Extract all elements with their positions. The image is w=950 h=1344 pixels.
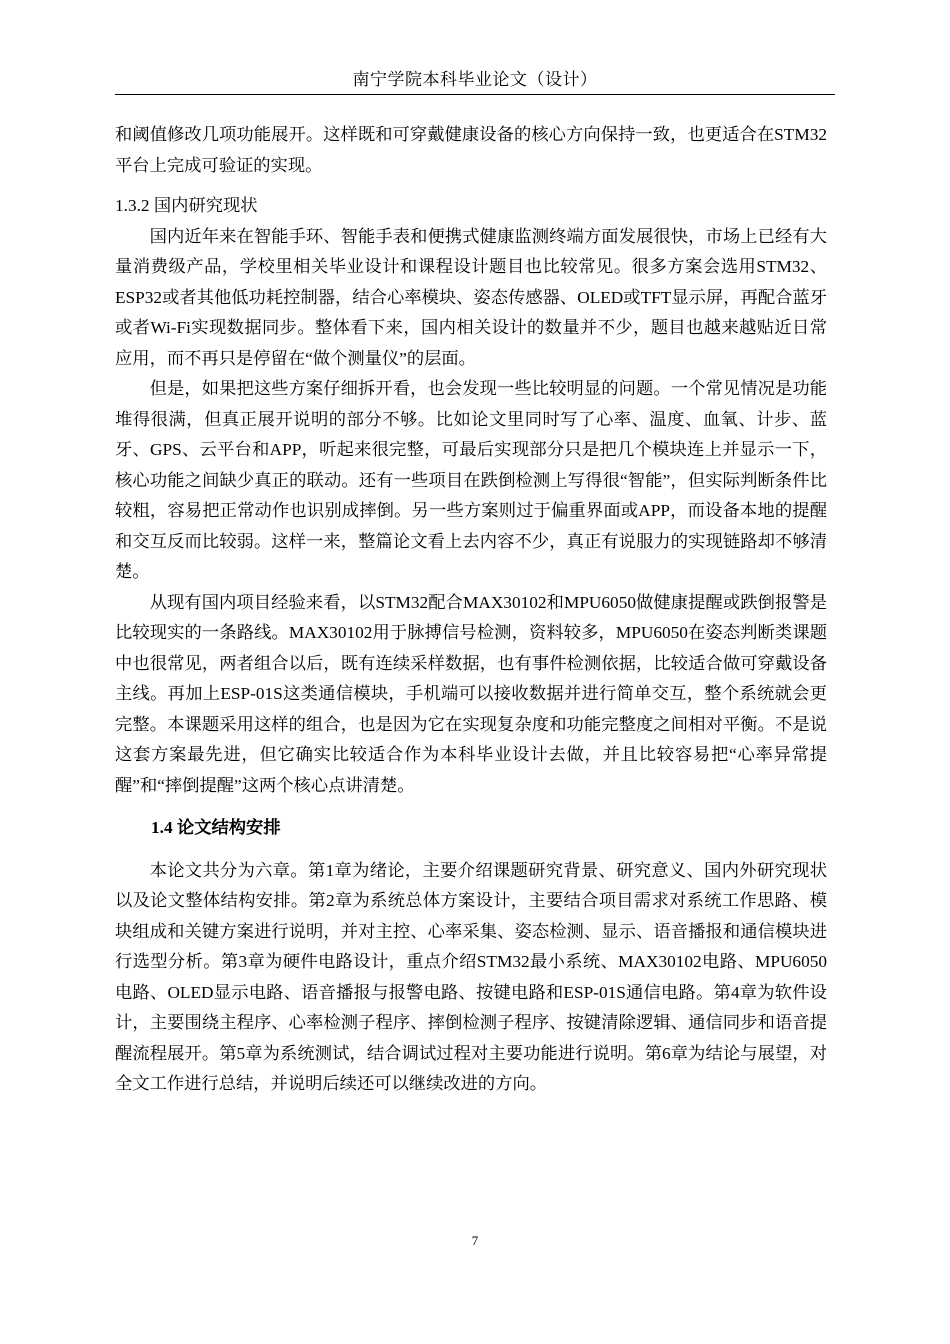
paragraph-domestic-status-2: 但是，如果把这些方案仔细拆开看，也会发现一些比较明显的问题。一个常见情况是功能堆得很满，但真正展开说明的部分不够。比如论文里同时写了心率、温度、血氧、计步、蓝牙、GPS、云平台和APP，听起来很完整，可最后实现部分只是把几个模块连上并显示一下，核心功能之间缺少真正的联动。还有一些项目在跌倒检测上写得很“智能”，但实际判断条件比较粗，容易把正常动作也识别成摔倒。另一些方案则过于偏重界面或APP，而设备本地的提醒和交互反而比较弱。这样一来，整篇论文看上去内容不少，真正有说服力的实现链路却不够清楚。 [115, 379, 827, 581]
document-body [115, 120, 827, 1100]
paragraph-thesis-structure: 本论文共分为六章。第1章为绪论，主要介绍课题研究背景、研究意义、国内外研究现状以及论文整体结构安排。第2章为系统总体方案设计，主要结合项目需求对系统工作思路、模块组成和关键方案进行说明，并对主控、心率采集、姿态检测、显示、语音播报和通信模块进行选型分析。第3章为硬件电路设计，重点介绍STM32最小系统、MAX30102电路、MPU6050电路、OLED显示电路、语音播报与报警电路、按键电路和ESP-01S通信电路。第4章为软件设计，主要围绕主程序、心率检测子程序、摔倒检测子程序、按键清除逻辑、通信同步和语音提醒流程展开。第5章为系统测试，结合调试过程对主要功能进行说明。第6章为结论与展望，对全文工作进行总结，并说明后续还可以继续改进的方向。 [115, 860, 827, 1093]
page-header-title: 南宁学院本科毕业论文（设计） [352, 70, 598, 89]
page-number: 7 [471, 1233, 479, 1248]
subsection-heading: 1.3.2 国内研究现状 [115, 196, 258, 215]
section-heading: 1.4 论文结构安排 [151, 818, 281, 837]
paragraph-continuation: 和阈值修改几项功能展开。这样既和可穿戴健康设备的核心方向保持一致，也更适合在STM32平台上完成可验证的实现。 [115, 125, 827, 175]
paragraph-domestic-status-1: 国内近年来在智能手环、智能手表和便携式健康监测终端方面发展很快，市场上已经有大量消费级产品，学校里相关毕业设计和课程设计题目也比较常见。很多方案会选用STM32、ESP32或者其他低功耗控制器，结合心率模块、姿态传感器、OLED或TFT显示屏，再配合蓝牙或者Wi-Fi实现数据同步。整体看下来，国内相关设计的数量并不少，题目也越来越贴近日常应用，而不再只是停留在“做个测量仪”的层面。 [115, 226, 827, 368]
paragraph-domestic-status-3: 从现有国内项目经验来看，以STM32配合MAX30102和MPU6050做健康提醒或跌倒报警是比较现实的一条路线。MAX30102用于脉搏信号检测，资料较多，MPU6050在姿态判断类课题中也很常见，两者组合以后，既有连续采样数据，也有事件检测依据，比较适合做可穿戴设备主线。再加上ESP-01S这类通信模块，手机端可以接收数据并进行简单交互，整个系统就会更完整。本课题采用这样的组合，也是因为它在实现复杂度和功能完整度之间相对平衡。不是说这套方案最先进，但它确实比较适合作为本科毕业设计去做，并且比较容易把“心率异常提醒”和“摔倒提醒”这两个核心点讲清楚。 [115, 592, 827, 795]
header-divider [115, 94, 835, 95]
